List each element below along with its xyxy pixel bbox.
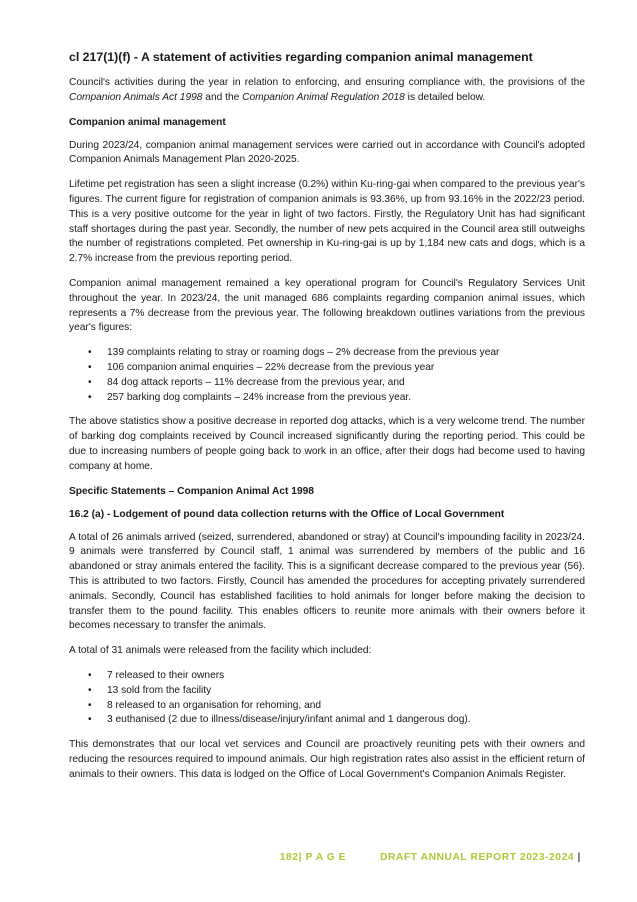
released-animals-list — [69, 669, 585, 728]
section-title-pound-data: 16.2 (a) - Lodgement of pound data collection returns with the Office of Local Government — [69, 508, 505, 520]
intro-text-2: and the — [202, 91, 243, 103]
intro-paragraph — [69, 76, 585, 106]
list-item: • 106 companion animal enquiries – 22% decrease from the previous year — [69, 361, 585, 376]
paragraph-management-plan: During 2023/24, companion animal management services were carried out in accordance with Council's adopted Companion Animals Management Plan 2020-2025. — [69, 139, 585, 166]
regulation-name: Companion Animal Regulation 2018 — [242, 91, 405, 103]
page-heading: cl 217(1)(f) - A statement of activities regarding companion animal management — [69, 50, 533, 64]
footer-separator: | — [577, 852, 581, 863]
document-page — [69, 50, 585, 792]
list-item: • 8 released to an organisation for rehoming, and — [69, 699, 585, 714]
paragraph-complaints: Companion animal management remained a key operational program for Council's Regulatory Services Unit throughout the year. In 2023/24, the unit managed 686 complaints regarding companion animal issues, which represents a 7% decrease from the previous year. The following breakdown outlines variations from the previous year's figures: — [69, 277, 585, 334]
section-title-companion-animal-management: Companion animal management — [69, 116, 226, 128]
list-item: • 139 complaints relating to stray or roaming dogs – 2% decrease from the previous year — [69, 346, 585, 361]
intro-text-1: Council's activities during the year in relation to enforcing, and ensuring compliance with, the provisions of the — [69, 77, 585, 88]
paragraph-conclusion: This demonstrates that our local vet services and Council are proactively reuniting pets with their owners and reducing the resources required to impound animals. Our high registration rates also assist in the efficient return of animals to their owners. This data is lodged on the Office of Local Government's Companion Animals Register. — [69, 739, 585, 780]
intro-text-3: is detailed below. — [404, 91, 486, 103]
complaints-breakdown-list — [69, 346, 585, 405]
act-name: Companion Animals Act 1998 — [69, 91, 203, 103]
report-title: DRAFT ANNUAL REPORT 2023-2024 — [380, 852, 575, 863]
list-item: • 84 dog attack reports – 11% decrease from the previous year, and — [69, 376, 585, 391]
page-footer — [280, 852, 581, 863]
list-item: • 257 barking dog complaints – 24% increase from the previous year. — [69, 391, 585, 406]
paragraph-registration: Lifetime pet registration has seen a slight increase (0.2%) within Ku-ring-gai when compared to the previous year's figures. The current figure for registration of companion animals is 93.36%, up from 93.16% in the 2022/23 period. This is a very positive outcome for the year in light of two factors. Firstly, the Regulatory Unit has had significant staff shortages during the past year. Secondly, the number of new pets acquired in the Council area still outweighs the number of registrations completed. Pet ownership in Ku-ring-gai is up by 1,184 new cats and dogs, which is a 2.7% increase from the previous reporting period. — [69, 179, 585, 265]
page-number: 182| P A G E — [279, 852, 347, 863]
list-item: • 7 released to their owners — [69, 669, 585, 684]
section-title-specific-statements: Specific Statements – Companion Animal Act 1998 — [69, 485, 314, 497]
paragraph-animals-arrived: A total of 26 animals arrived (seized, surrendered, abandoned or stray) at Council's impounding facility in 2023/24. 9 animals were transferred by Council staff, 1 animal was surrendered by members of the public and 16 abandoned or stray animals entered the facility. This is a significant decrease compared to the previous year (56). This is attributed to two factors. Firstly, Council has amended the procedures for accepting privately surrendered animals. Secondly, Council has established facilities to hold animals for longer before making the decision to transfer them to the pound facility. This enables officers to reunite more animals with their owners before it becomes necessary to transfer the animals. — [69, 531, 585, 632]
list-item: • 3 euthanised (2 due to illness/disease/injury/infant animal and 1 dangerous dog). — [69, 713, 585, 728]
paragraph-animals-released: A total of 31 animals were released from the facility which included: — [69, 645, 372, 657]
paragraph-statistics: The above statistics show a positive decrease in reported dog attacks, which is a very welcome trend. The number of barking dog complaints received by Council increased significantly during the reporting period. This could be due to increasing numbers of people going back to work in an office, after their dogs had become used to having company at home. — [69, 416, 585, 472]
list-item: • 13 sold from the facility — [69, 684, 585, 699]
